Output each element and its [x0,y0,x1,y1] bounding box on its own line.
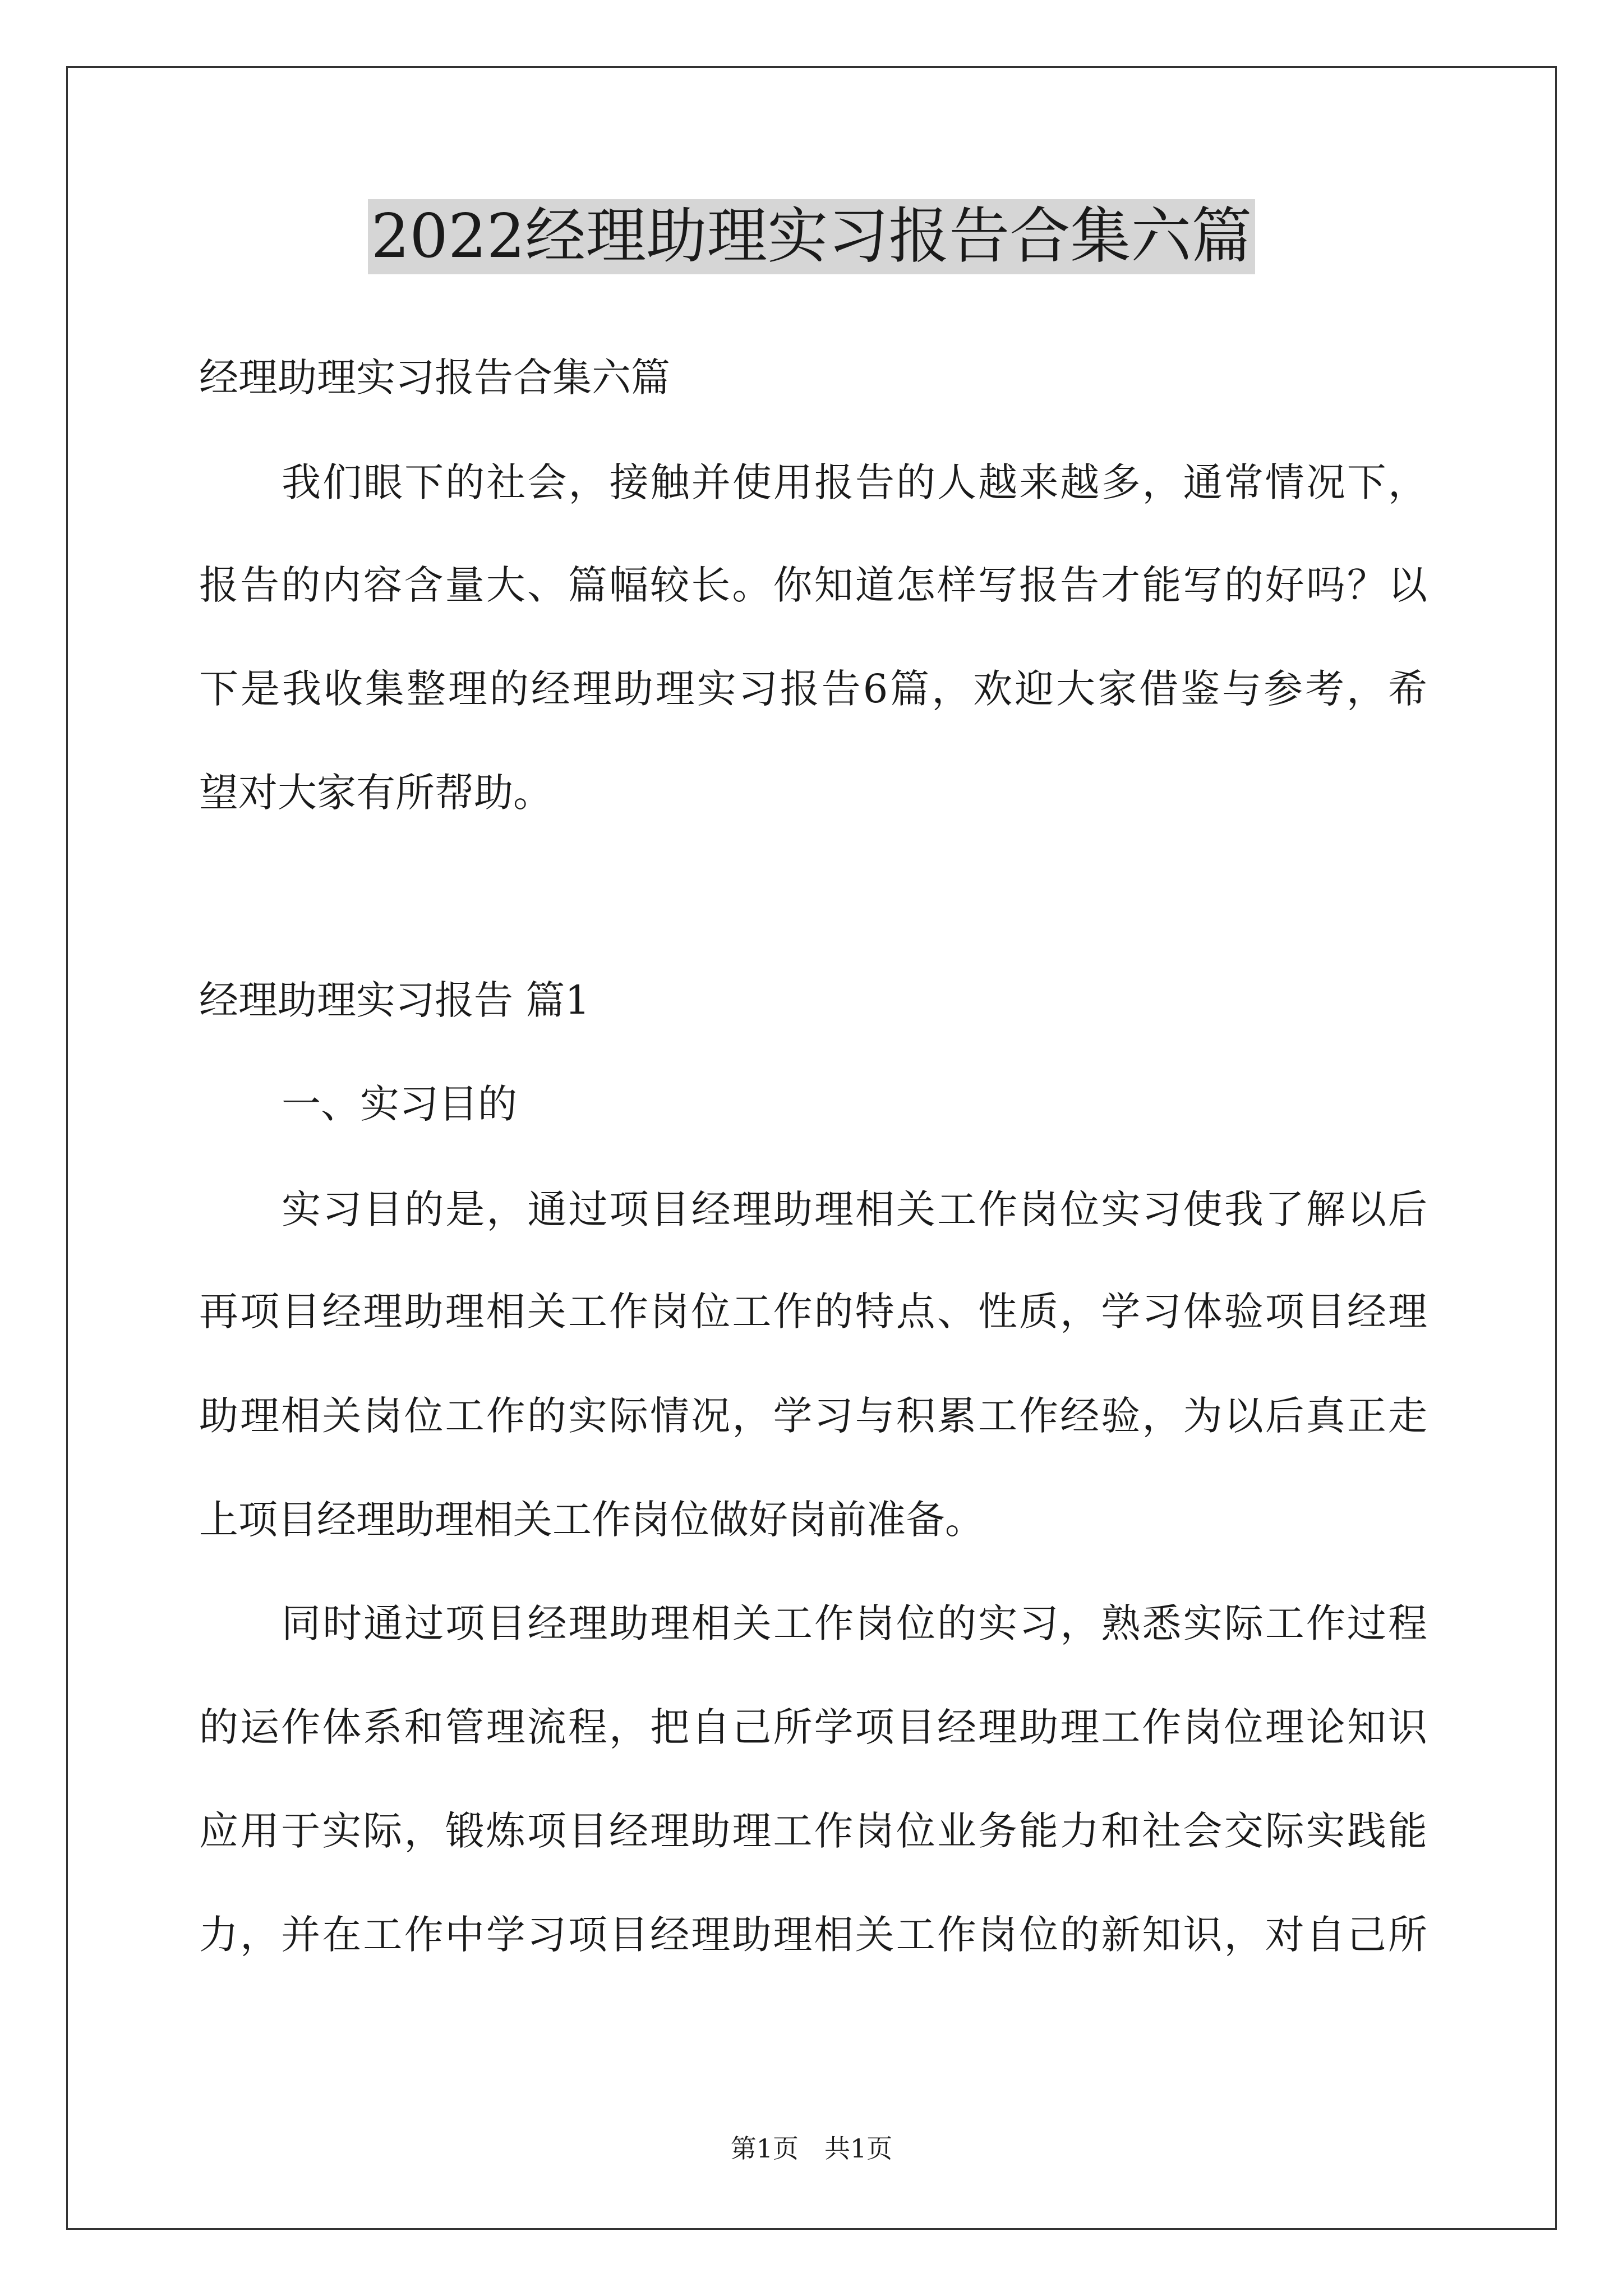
paragraph-line: 再项目经理助理相关工作岗位工作的特点、性质，学习体验项目经理 [199,1289,1427,1335]
intro-line: 我们眼下的社会，接触并使用报告的人越来越多，通常情况下， [282,459,1427,505]
document-title-text: 2022经理助理实习报告合集六篇 [368,199,1256,274]
intro-line: 望对大家有所帮助。 [199,770,552,816]
subheading: 一、实习目的 [282,1081,517,1127]
paragraph-line: 同时通过项目经理助理相关工作岗位的实习，熟悉实际工作过程 [282,1600,1427,1646]
paragraph-line: 上项目经理助理相关工作岗位做好岗前准备。 [199,1497,984,1543]
paragraph-line: 的运作体系和管理流程，把自己所学项目经理助理工作岗位理论知识 [199,1704,1427,1750]
paragraph-line: 实习目的是，通过项目经理助理相关工作岗位实习使我了解以后 [282,1186,1427,1232]
intro-line: 报告的内容含量大、篇幅较长。你知道怎样写报告才能写的好吗？以 [199,562,1427,608]
page-footer: 第1页 共1页 [730,2133,893,2164]
document-title [0,199,1623,274]
section-heading: 经理助理实习报告 篇1 [199,977,590,1023]
paragraph-line: 力，并在工作中学习项目经理助理相关工作岗位的新知识，对自己所 [199,1912,1427,1958]
paragraph-line: 应用于实际，锻炼项目经理助理工作岗位业务能力和社会交际实践能 [199,1808,1427,1854]
document-subtitle: 经理助理实习报告合集六篇 [199,355,670,401]
intro-line: 下是我收集整理的经理助理实习报告6篇，欢迎大家借鉴与参考，希 [199,666,1427,712]
paragraph-line: 助理相关岗位工作的实际情况，学习与积累工作经验，为以后真正走 [199,1393,1427,1439]
